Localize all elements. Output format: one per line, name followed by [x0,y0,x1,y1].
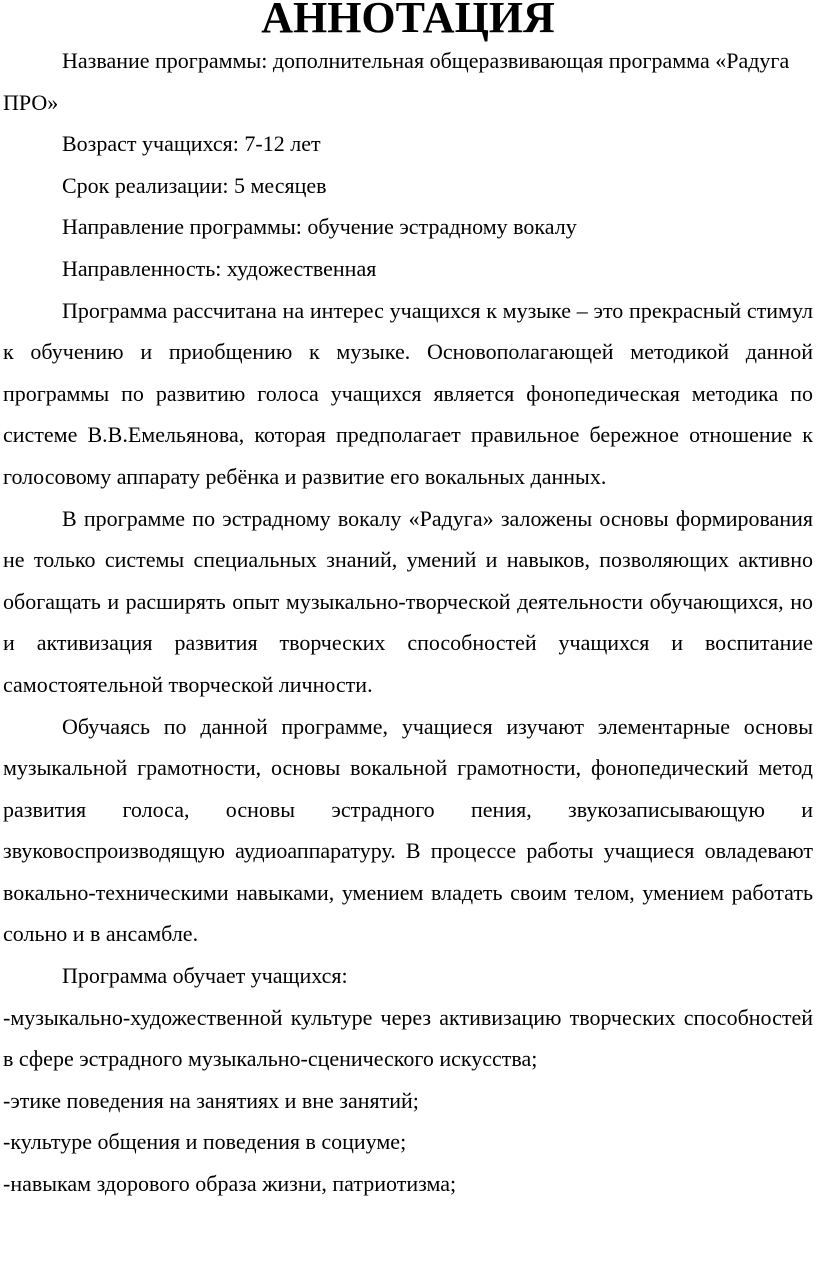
list-item: -музыкально-художественной культуре через активизацию творческих способностей в сфере эстрадного музыкально-сценического искусства; [3,1004,813,1072]
paragraph-foundations: В программе по эстрадному вокалу «Радуга» заложены основы формирования не только системы специальных знаний, умений и навыков, позволяющих активно обогащать и расширять опыт музыкально-творческой деятельности обучающихся, но и активизация развития творческих способностей учащихся и воспитание самостоятельной творческой личности. [3,505,813,697]
paragraph-interest: Программа рассчитана на интерес учащихся к музыке – это прекрасный стимул к обучению и приобщению к музыке. Основополагающей методикой данной программы по развитию голоса учащихся является фонопедическая методика по системе В.В.Емельянова, которая предполагает правильное бережное отношение к голосовому аппарату ребёнка и развитие его вокальных данных. [3,297,813,489]
implementation-term: Срок реализации: 5 месяцев [62,172,327,198]
list-item: -этике поведения на занятиях и вне занятий; [3,1087,419,1113]
paragraph-teaches: Программа обучает учащихся: [62,963,348,989]
list-item: -культуре общения и поведения в социуме; [3,1129,407,1155]
document-title: АННОТАЦИЯ [261,0,555,42]
program-orientation: Направленность: художественная [62,255,377,281]
paragraph-learning: Обучаясь по данной программе, учащиеся изучают элементарные основы музыкальной грамотности, основы вокальной грамотности, фонопедический метод развития голоса, основы эстрадного пения, звукозаписывающую и звуковоспроизводящую аудиоаппаратуру. В процессе работы учащиеся овладевают вокально-техническими навыками, умением владеть своим телом, умением работать сольно и в ансамбле. [3,713,813,947]
list-item: -навыкам здорового образа жизни, патриотизма; [3,1171,457,1197]
program-direction: Направление программы: обучение эстрадному вокалу [62,214,577,240]
student-age: Возраст учащихся: 7-12 лет [62,131,321,157]
program-name: Название программы: дополнительная общеразвивающая программа «Радуга ПРО» [3,48,790,115]
